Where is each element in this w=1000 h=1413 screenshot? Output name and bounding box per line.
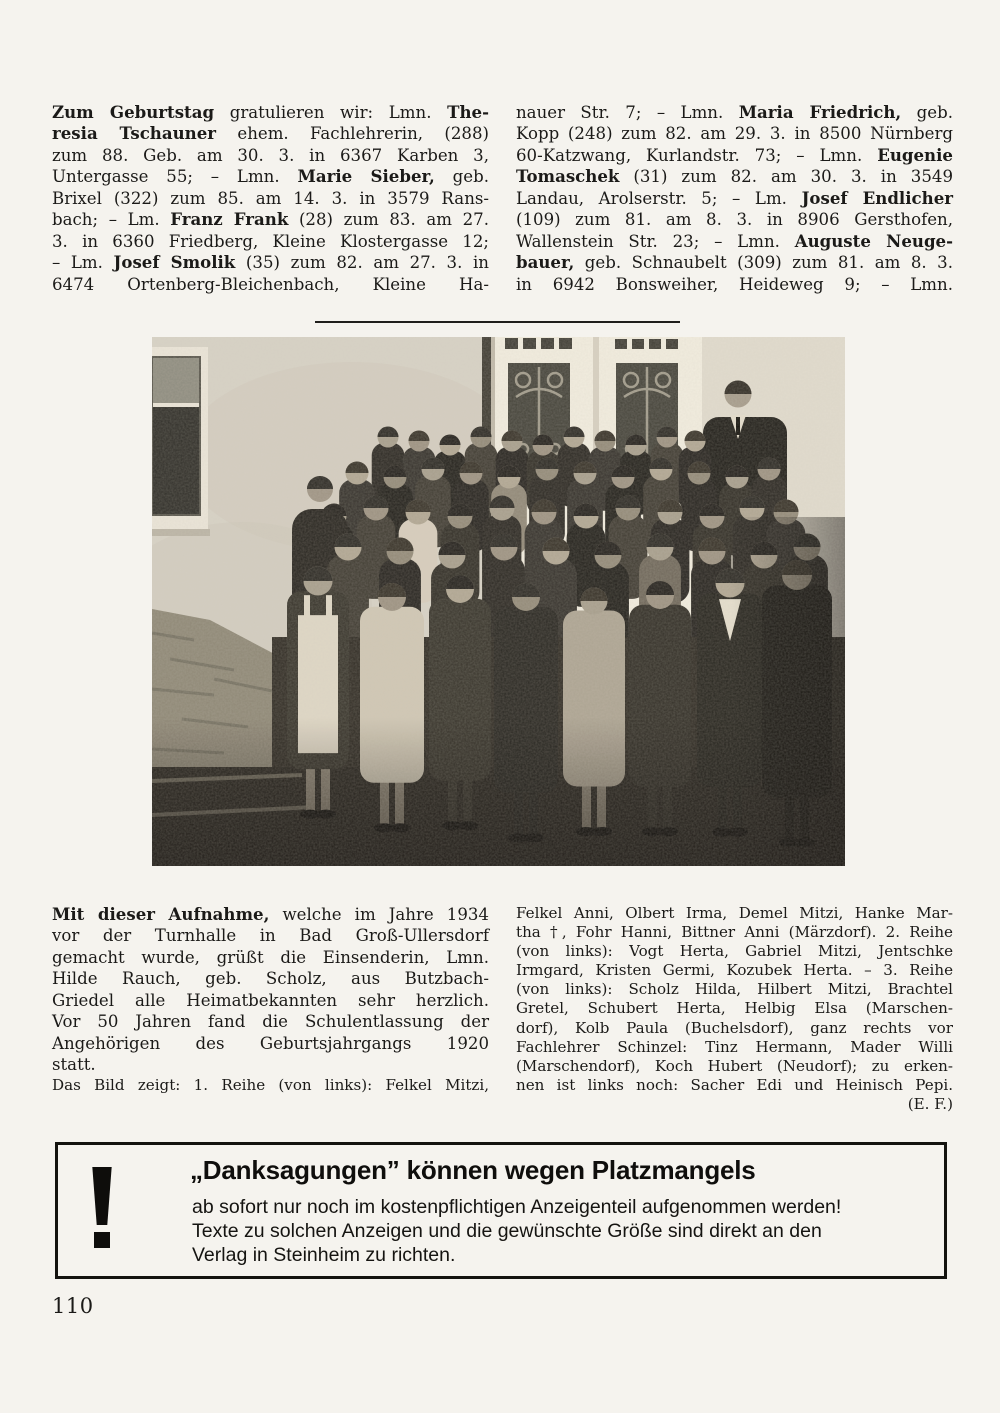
birthday-article-left-column xyxy=(52,102,489,295)
caption-left-small xyxy=(52,1076,489,1095)
text-line: 6474 Ortenberg-Bleichenbach, Kleine Ha- xyxy=(52,274,489,294)
text-line: (Marschendorf), Koch Hubert (Neudorf); zu erken- xyxy=(516,1056,953,1075)
text-line: (109) zum 81. am 8. 3. in 8906 Gersthofen, xyxy=(516,210,953,230)
text-line: tha †, Fohr Hanni, Bittner Anni (Märzdorf). 2. Reihe xyxy=(516,923,953,942)
exclamation-dot xyxy=(94,1232,110,1248)
text-line: nauer Str. 7; – Lmn. Maria Friedrich, geb. xyxy=(516,102,953,122)
text-line: Texte zu solchen Anzeigen und die gewünschte Größe sind direkt an den xyxy=(192,1220,822,1242)
caption-left-large xyxy=(52,904,489,1076)
exclamation-bar xyxy=(91,1167,113,1225)
text-line: (E. F.) xyxy=(907,1094,953,1113)
text-line: statt. xyxy=(52,1055,96,1075)
text-line: Untergasse 55; – Lmn. Marie Sieber, geb. xyxy=(52,166,490,187)
text-line: Griedel alle Heimatbekannten sehr herzlich. xyxy=(52,990,489,1010)
text-line: gemacht wurde, grüßt die Einsenderin, Lmn. xyxy=(52,947,489,967)
page-number: 110 xyxy=(52,1294,94,1318)
text-line: Gretel, Schubert Herta, Helbig Elsa (Marschen- xyxy=(516,999,953,1018)
text-line: bach; – Lm. Franz Frank (28) zum 83. am 27. xyxy=(52,209,489,230)
text-line: bauer, geb. Schnaubelt (309) zum 81. am 8. 3. xyxy=(516,252,953,273)
text-line: Hilde Rauch, geb. Scholz, aus Butzbach- xyxy=(52,969,489,989)
notice-title: „Danksagungen” können wegen Platzmangels xyxy=(190,1155,756,1185)
text-line: Verlag in Steinheim zu richten. xyxy=(192,1244,456,1266)
section-divider xyxy=(315,321,680,323)
text-line: dorf), Kolb Paula (Buchelsdorf), ganz rechts vor xyxy=(516,1018,953,1037)
text-line: ab sofort nur noch im kostenpflichtigen Anzeigenteil aufgenommen werden! xyxy=(192,1196,842,1218)
text-line: vor der Turnhalle in Bad Groß-Ullersdorf xyxy=(52,926,489,946)
text-line: Brixel (322) zum 85. am 14. 3. in 3579 Rans- xyxy=(52,188,489,208)
birthday-article-right-column xyxy=(516,102,953,295)
text-line: Das Bild zeigt: 1. Reihe (von links): Felkel Mitzi, xyxy=(52,1075,489,1094)
text-line: 3. in 6360 Friedberg, Kleine Klostergasse 12; xyxy=(52,231,489,251)
text-line: Tomaschek (31) zum 82. am 30. 3. in 3549 xyxy=(516,166,953,187)
text-line: resia Tschauner ehem. Fachlehrerin, (288) xyxy=(52,123,489,144)
text-line: Fachlehrer Schinzel: Tinz Hermann, Mader Willi xyxy=(516,1037,953,1056)
exclamation-icon xyxy=(91,1167,113,1248)
notice-body xyxy=(192,1195,962,1267)
text-line: Irmgard, Kristen Germi, Kozubek Herta. – 3. Reihe xyxy=(516,961,953,980)
text-line: Felkel Anni, Olbert Irma, Demel Mitzi, Hanke Mar- xyxy=(516,904,953,922)
class-photo xyxy=(152,337,845,866)
text-line: Wallenstein Str. 23; – Lmn. Auguste Neuge- xyxy=(516,230,953,251)
text-line: 60-Katzwang, Kurlandstr. 73; – Lmn. Eugenie xyxy=(516,144,953,165)
text-line: Kopp (248) zum 82. am 29. 3. in 8500 Nürnberg xyxy=(516,124,953,144)
text-line: zum 88. Geb. am 30. 3. in 6367 Karben 3, xyxy=(52,145,489,165)
text-line: Angehörigen des Geburtsjahrgangs 1920 xyxy=(52,1033,489,1053)
text-line: in 6942 Bonsweiher, Heideweg 9; – Lmn. xyxy=(516,274,953,294)
notice-box xyxy=(55,1142,947,1279)
caption-article-left-column xyxy=(52,904,489,1095)
class-photo-graphic xyxy=(152,337,845,866)
text-line: Landau, Arolserstr. 5; – Lm. Josef Endlicher xyxy=(516,187,954,208)
text-line: Vor 50 Jahren fand die Schulentlassung der xyxy=(52,1012,489,1032)
text-line: nen ist links noch: Sacher Edi und Heinisch Pepi. xyxy=(516,1075,953,1094)
text-line: Zum Geburtstag gratulieren wir: Lmn. The- xyxy=(52,102,489,122)
text-line: (von links): Scholz Hilda, Hilbert Mitzi, Brachtel xyxy=(516,980,953,999)
text-line: – Lm. Josef Smolik (35) zum 82. am 27. 3. in xyxy=(52,252,489,273)
text-line: Mit dieser Aufnahme, welche im Jahre 1934 xyxy=(52,904,489,924)
caption-article-right-column xyxy=(516,904,953,1114)
text-line: (von links): Vogt Herta, Gabriel Mitzi, Jentschke xyxy=(516,942,953,961)
